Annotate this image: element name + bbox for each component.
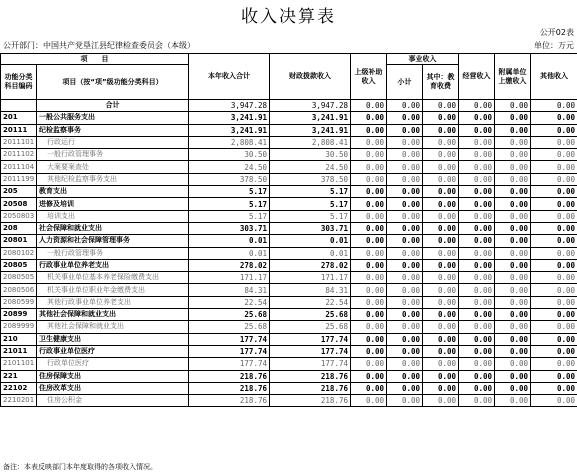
cell-edu: 0.00 xyxy=(423,296,459,308)
cell-name: 住房保障支出 xyxy=(37,370,189,382)
cell-superior: 0.00 xyxy=(351,210,387,222)
cell-operating: 0.00 xyxy=(459,259,495,271)
cell-other: 0.00 xyxy=(531,222,577,234)
cell-superior: 0.00 xyxy=(351,284,387,296)
cell-superior: 0.00 xyxy=(351,345,387,357)
table-row xyxy=(1,358,577,370)
cell-name: 培训支出 xyxy=(37,210,189,222)
cell-total: 5.17 xyxy=(189,186,270,198)
cell-fiscal: 25.68 xyxy=(270,309,351,321)
cell-code: 210 xyxy=(1,333,37,345)
cell-affiliated: 0.00 xyxy=(495,186,531,198)
cell-affiliated: 0.00 xyxy=(495,259,531,271)
cell-edu: 0.00 xyxy=(423,382,459,394)
cell-subtotal: 0.00 xyxy=(387,149,423,161)
cell-other: 0.00 xyxy=(531,358,577,370)
cell-operating: 0.00 xyxy=(459,173,495,185)
cell-superior: 0.00 xyxy=(351,112,387,124)
cell-superior: 0.00 xyxy=(351,272,387,284)
table-row xyxy=(1,272,577,284)
cell-other: 0.00 xyxy=(531,247,577,259)
cell-total: 22.54 xyxy=(189,296,270,308)
header-project: 项 目 xyxy=(1,54,189,65)
header-operating: 经营收入 xyxy=(459,54,495,100)
cell-code: 2080505 xyxy=(1,272,37,284)
cell-edu: 0.00 xyxy=(423,370,459,382)
cell-subtotal: 0.00 xyxy=(387,198,423,210)
cell-code: 2080506 xyxy=(1,284,37,296)
cell-affiliated: 0.00 xyxy=(495,161,531,173)
cell-code: 20508 xyxy=(1,198,37,210)
cell-affiliated: 0.00 xyxy=(495,333,531,345)
cell-affiliated: 0.00 xyxy=(495,284,531,296)
cell-name: 其他社会保障和就业支出 xyxy=(37,309,189,321)
cell-total: 2,808.41 xyxy=(189,136,270,148)
table-row xyxy=(1,382,577,394)
cell-other: 0.00 xyxy=(531,321,577,333)
cell-affiliated: 0.00 xyxy=(495,345,531,357)
cell-total: 25.68 xyxy=(189,321,270,333)
table-row xyxy=(1,100,577,112)
cell-name: 行政运行 xyxy=(37,136,189,148)
cell-name: 行政事业单位养老支出 xyxy=(37,259,189,271)
cell-operating: 0.00 xyxy=(459,100,495,112)
cell-code: 21011 xyxy=(1,345,37,357)
cell-edu: 0.00 xyxy=(423,161,459,173)
cell-fiscal: 25.68 xyxy=(270,321,351,333)
cell-total: 278.02 xyxy=(189,259,270,271)
cell-total: 3,947.28 xyxy=(189,100,270,112)
cell-operating: 0.00 xyxy=(459,395,495,407)
header-subtotal: 小计 xyxy=(387,65,423,100)
cell-other: 0.00 xyxy=(531,370,577,382)
cell-edu: 0.00 xyxy=(423,247,459,259)
cell-operating: 0.00 xyxy=(459,272,495,284)
cell-subtotal: 0.00 xyxy=(387,395,423,407)
cell-name: 一般行政管理事务 xyxy=(37,247,189,259)
cell-fiscal: 303.71 xyxy=(270,222,351,234)
cell-total: 171.17 xyxy=(189,272,270,284)
table-row xyxy=(1,124,577,136)
cell-superior: 0.00 xyxy=(351,395,387,407)
cell-other: 0.00 xyxy=(531,296,577,308)
cell-operating: 0.00 xyxy=(459,124,495,136)
cell-subtotal: 0.00 xyxy=(387,186,423,198)
cell-operating: 0.00 xyxy=(459,210,495,222)
cell-affiliated: 0.00 xyxy=(495,272,531,284)
cell-affiliated: 0.00 xyxy=(495,309,531,321)
cell-subtotal: 0.00 xyxy=(387,259,423,271)
cell-affiliated: 0.00 xyxy=(495,124,531,136)
cell-operating: 0.00 xyxy=(459,321,495,333)
cell-subtotal: 0.00 xyxy=(387,296,423,308)
cell-name: 其他纪检监察事务支出 xyxy=(37,173,189,185)
cell-name: 教育支出 xyxy=(37,186,189,198)
cell-operating: 0.00 xyxy=(459,296,495,308)
cell-code: 2101101 xyxy=(1,358,37,370)
cell-fiscal: 278.02 xyxy=(270,259,351,271)
header-name: 项目（按“项”级功能分类科目） xyxy=(37,65,189,100)
cell-fiscal: 2,808.41 xyxy=(270,136,351,148)
table-row xyxy=(1,321,577,333)
cell-subtotal: 0.00 xyxy=(387,345,423,357)
cell-operating: 0.00 xyxy=(459,309,495,321)
cell-code: 20805 xyxy=(1,259,37,271)
cell-edu: 0.00 xyxy=(423,358,459,370)
cell-subtotal: 0.00 xyxy=(387,124,423,136)
cell-edu: 0.00 xyxy=(423,284,459,296)
cell-fiscal: 5.17 xyxy=(270,210,351,222)
header-edu: 其中：教育收费 xyxy=(423,65,459,100)
cell-total: 84.31 xyxy=(189,284,270,296)
cell-fiscal: 177.74 xyxy=(270,358,351,370)
cell-superior: 0.00 xyxy=(351,173,387,185)
cell-subtotal: 0.00 xyxy=(387,309,423,321)
cell-edu: 0.00 xyxy=(423,272,459,284)
cell-code: 20111 xyxy=(1,124,37,136)
cell-subtotal: 0.00 xyxy=(387,370,423,382)
cell-superior: 0.00 xyxy=(351,161,387,173)
cell-total: 177.74 xyxy=(189,358,270,370)
cell-total: 30.50 xyxy=(189,149,270,161)
cell-fiscal: 177.74 xyxy=(270,333,351,345)
cell-superior: 0.00 xyxy=(351,382,387,394)
cell-name: 住房公积金 xyxy=(37,395,189,407)
cell-subtotal: 0.00 xyxy=(387,235,423,247)
cell-code: 22102 xyxy=(1,382,37,394)
cell-fiscal: 22.54 xyxy=(270,296,351,308)
cell-other: 0.00 xyxy=(531,333,577,345)
cell-other: 0.00 xyxy=(531,272,577,284)
cell-other: 0.00 xyxy=(531,382,577,394)
cell-superior: 0.00 xyxy=(351,198,387,210)
cell-subtotal: 0.00 xyxy=(387,284,423,296)
cell-subtotal: 0.00 xyxy=(387,210,423,222)
department-label: 公开部门：中国共产党垦江县纪律检查委员会（本级） xyxy=(3,41,195,50)
cell-name: 行政事业单位医疗 xyxy=(37,345,189,357)
table-row xyxy=(1,309,577,321)
cell-subtotal: 0.00 xyxy=(387,272,423,284)
cell-total: 24.50 xyxy=(189,161,270,173)
cell-other: 0.00 xyxy=(531,186,577,198)
cell-fiscal: 3,241.91 xyxy=(270,124,351,136)
cell-superior: 0.00 xyxy=(351,186,387,198)
cell-operating: 0.00 xyxy=(459,382,495,394)
cell-edu: 0.00 xyxy=(423,345,459,357)
cell-subtotal: 0.00 xyxy=(387,222,423,234)
cell-name: 纪检监察事务 xyxy=(37,124,189,136)
cell-affiliated: 0.00 xyxy=(495,100,531,112)
cell-other: 0.00 xyxy=(531,198,577,210)
cell-name: 其他行政事业单位养老支出 xyxy=(37,296,189,308)
cell-name: 进修及培训 xyxy=(37,198,189,210)
header-other: 其他收入 xyxy=(531,54,577,100)
cell-fiscal: 3,241.91 xyxy=(270,112,351,124)
income-table xyxy=(0,53,577,407)
cell-other: 0.00 xyxy=(531,173,577,185)
cell-subtotal: 0.00 xyxy=(387,321,423,333)
cell-other: 0.00 xyxy=(531,345,577,357)
table-row xyxy=(1,296,577,308)
cell-operating: 0.00 xyxy=(459,333,495,345)
cell-fiscal: 5.17 xyxy=(270,198,351,210)
cell-name: 机关事业单位职业年金缴费支出 xyxy=(37,284,189,296)
table-row xyxy=(1,149,577,161)
cell-total: 3,241.91 xyxy=(189,124,270,136)
header-fiscal: 财政拨款收入 xyxy=(270,54,351,100)
cell-superior: 0.00 xyxy=(351,309,387,321)
footnote: 备注：本表反映部门本年度取得的各项收入情况。 xyxy=(3,463,157,471)
cell-edu: 0.00 xyxy=(423,198,459,210)
cell-affiliated: 0.00 xyxy=(495,222,531,234)
cell-subtotal: 0.00 xyxy=(387,382,423,394)
table-row xyxy=(1,161,577,173)
cell-code: 2080102 xyxy=(1,247,37,259)
cell-other: 0.00 xyxy=(531,161,577,173)
cell-edu: 0.00 xyxy=(423,309,459,321)
cell-fiscal: 171.17 xyxy=(270,272,351,284)
cell-superior: 0.00 xyxy=(351,136,387,148)
cell-name: 人力资源和社会保障管理事务 xyxy=(37,235,189,247)
cell-fiscal: 378.50 xyxy=(270,173,351,185)
cell-affiliated: 0.00 xyxy=(495,382,531,394)
cell-name: 一般行政管理事务 xyxy=(37,149,189,161)
table-row xyxy=(1,112,577,124)
table-row xyxy=(1,235,577,247)
table-code: 公开02表 xyxy=(539,28,574,37)
cell-affiliated: 0.00 xyxy=(495,136,531,148)
cell-fiscal: 0.01 xyxy=(270,235,351,247)
cell-fiscal: 30.50 xyxy=(270,149,351,161)
header-business: 事业收入 xyxy=(387,54,459,65)
cell-superior: 0.00 xyxy=(351,333,387,345)
cell-superior: 0.00 xyxy=(351,296,387,308)
cell-affiliated: 0.00 xyxy=(495,321,531,333)
cell-total: 0.01 xyxy=(189,247,270,259)
cell-other: 0.00 xyxy=(531,210,577,222)
cell-other: 0.00 xyxy=(531,259,577,271)
cell-fiscal: 177.74 xyxy=(270,345,351,357)
cell-code: 2011199 xyxy=(1,173,37,185)
cell-other: 0.00 xyxy=(531,100,577,112)
cell-fiscal: 5.17 xyxy=(270,186,351,198)
cell-code: 205 xyxy=(1,186,37,198)
cell-code xyxy=(1,100,37,112)
cell-operating: 0.00 xyxy=(459,198,495,210)
cell-operating: 0.00 xyxy=(459,284,495,296)
cell-operating: 0.00 xyxy=(459,161,495,173)
cell-name: 社会保障和就业支出 xyxy=(37,222,189,234)
header-code: 功能分类科目编码 xyxy=(1,65,37,100)
cell-code: 2080599 xyxy=(1,296,37,308)
cell-fiscal: 218.76 xyxy=(270,382,351,394)
cell-subtotal: 0.00 xyxy=(387,136,423,148)
cell-code: 2011104 xyxy=(1,161,37,173)
cell-edu: 0.00 xyxy=(423,112,459,124)
cell-edu: 0.00 xyxy=(423,333,459,345)
cell-edu: 0.00 xyxy=(423,149,459,161)
cell-other: 0.00 xyxy=(531,112,577,124)
cell-edu: 0.00 xyxy=(423,222,459,234)
cell-fiscal: 0.01 xyxy=(270,247,351,259)
cell-affiliated: 0.00 xyxy=(495,198,531,210)
cell-edu: 0.00 xyxy=(423,136,459,148)
header-superior: 上级补助收入 xyxy=(351,54,387,100)
cell-superior: 0.00 xyxy=(351,370,387,382)
cell-other: 0.00 xyxy=(531,309,577,321)
cell-superior: 0.00 xyxy=(351,235,387,247)
cell-superior: 0.00 xyxy=(351,247,387,259)
table-row xyxy=(1,198,577,210)
cell-fiscal: 218.76 xyxy=(270,370,351,382)
cell-operating: 0.00 xyxy=(459,136,495,148)
table-body xyxy=(1,100,577,407)
cell-subtotal: 0.00 xyxy=(387,100,423,112)
cell-affiliated: 0.00 xyxy=(495,112,531,124)
cell-fiscal: 24.50 xyxy=(270,161,351,173)
cell-total: 3,241.91 xyxy=(189,112,270,124)
cell-edu: 0.00 xyxy=(423,186,459,198)
table-row xyxy=(1,186,577,198)
cell-total: 303.71 xyxy=(189,222,270,234)
cell-superior: 0.00 xyxy=(351,100,387,112)
table-row xyxy=(1,395,577,407)
cell-edu: 0.00 xyxy=(423,173,459,185)
cell-other: 0.00 xyxy=(531,235,577,247)
cell-superior: 0.00 xyxy=(351,124,387,136)
cell-operating: 0.00 xyxy=(459,345,495,357)
cell-code: 208 xyxy=(1,222,37,234)
cell-total: 218.76 xyxy=(189,382,270,394)
cell-fiscal: 84.31 xyxy=(270,284,351,296)
cell-operating: 0.00 xyxy=(459,186,495,198)
cell-affiliated: 0.00 xyxy=(495,210,531,222)
cell-name: 行政单位医疗 xyxy=(37,358,189,370)
cell-edu: 0.00 xyxy=(423,259,459,271)
cell-operating: 0.00 xyxy=(459,358,495,370)
cell-superior: 0.00 xyxy=(351,321,387,333)
cell-code: 20801 xyxy=(1,235,37,247)
table-row xyxy=(1,210,577,222)
cell-affiliated: 0.00 xyxy=(495,149,531,161)
cell-code: 2089999 xyxy=(1,321,37,333)
cell-total: 25.68 xyxy=(189,309,270,321)
cell-superior: 0.00 xyxy=(351,149,387,161)
cell-other: 0.00 xyxy=(531,149,577,161)
cell-name: 大案要案查处 xyxy=(37,161,189,173)
table-row xyxy=(1,284,577,296)
cell-code: 201 xyxy=(1,112,37,124)
cell-edu: 0.00 xyxy=(423,235,459,247)
page-title: 收入决算表 xyxy=(241,7,336,27)
cell-total: 218.76 xyxy=(189,370,270,382)
cell-affiliated: 0.00 xyxy=(495,247,531,259)
cell-name: 机关事业单位基本养老保险缴费支出 xyxy=(37,272,189,284)
cell-subtotal: 0.00 xyxy=(387,161,423,173)
header-affiliated: 附属单位上缴收入 xyxy=(495,54,531,100)
cell-superior: 0.00 xyxy=(351,358,387,370)
table-row xyxy=(1,370,577,382)
cell-edu: 0.00 xyxy=(423,395,459,407)
table-row xyxy=(1,173,577,185)
cell-code: 2050803 xyxy=(1,210,37,222)
cell-code: 221 xyxy=(1,370,37,382)
cell-affiliated: 0.00 xyxy=(495,235,531,247)
cell-edu: 0.00 xyxy=(423,124,459,136)
cell-affiliated: 0.00 xyxy=(495,370,531,382)
cell-subtotal: 0.00 xyxy=(387,173,423,185)
cell-name: 合计 xyxy=(37,100,189,112)
cell-affiliated: 0.00 xyxy=(495,395,531,407)
cell-other: 0.00 xyxy=(531,284,577,296)
cell-name: 住房改革支出 xyxy=(37,382,189,394)
cell-total: 0.01 xyxy=(189,235,270,247)
cell-subtotal: 0.00 xyxy=(387,333,423,345)
table-row xyxy=(1,222,577,234)
cell-code: 2011101 xyxy=(1,136,37,148)
unit-label: 单位：万元 xyxy=(534,41,574,50)
cell-other: 0.00 xyxy=(531,136,577,148)
cell-superior: 0.00 xyxy=(351,259,387,271)
cell-name: 其他社会保障和就业支出 xyxy=(37,321,189,333)
cell-operating: 0.00 xyxy=(459,112,495,124)
table-row xyxy=(1,259,577,271)
cell-superior: 0.00 xyxy=(351,222,387,234)
cell-name: 一般公共服务支出 xyxy=(37,112,189,124)
cell-affiliated: 0.00 xyxy=(495,173,531,185)
cell-other: 0.00 xyxy=(531,124,577,136)
cell-total: 177.74 xyxy=(189,333,270,345)
header-total: 本年收入合计 xyxy=(189,54,270,100)
cell-code: 2011102 xyxy=(1,149,37,161)
cell-edu: 0.00 xyxy=(423,100,459,112)
table-row xyxy=(1,247,577,259)
table-row xyxy=(1,136,577,148)
cell-total: 218.76 xyxy=(189,395,270,407)
cell-total: 5.17 xyxy=(189,210,270,222)
cell-affiliated: 0.00 xyxy=(495,296,531,308)
cell-subtotal: 0.00 xyxy=(387,247,423,259)
cell-fiscal: 218.76 xyxy=(270,395,351,407)
cell-edu: 0.00 xyxy=(423,321,459,333)
cell-code: 20899 xyxy=(1,309,37,321)
cell-operating: 0.00 xyxy=(459,370,495,382)
cell-total: 5.17 xyxy=(189,198,270,210)
cell-affiliated: 0.00 xyxy=(495,358,531,370)
table-row xyxy=(1,333,577,345)
cell-operating: 0.00 xyxy=(459,247,495,259)
cell-total: 177.74 xyxy=(189,345,270,357)
cell-fiscal: 3,947.28 xyxy=(270,100,351,112)
cell-total: 378.50 xyxy=(189,173,270,185)
cell-operating: 0.00 xyxy=(459,235,495,247)
table-row xyxy=(1,345,577,357)
cell-subtotal: 0.00 xyxy=(387,358,423,370)
cell-edu: 0.00 xyxy=(423,210,459,222)
cell-subtotal: 0.00 xyxy=(387,112,423,124)
cell-operating: 0.00 xyxy=(459,149,495,161)
cell-code: 2210201 xyxy=(1,395,37,407)
cell-name: 卫生健康支出 xyxy=(37,333,189,345)
cell-operating: 0.00 xyxy=(459,222,495,234)
cell-other: 0.00 xyxy=(531,395,577,407)
